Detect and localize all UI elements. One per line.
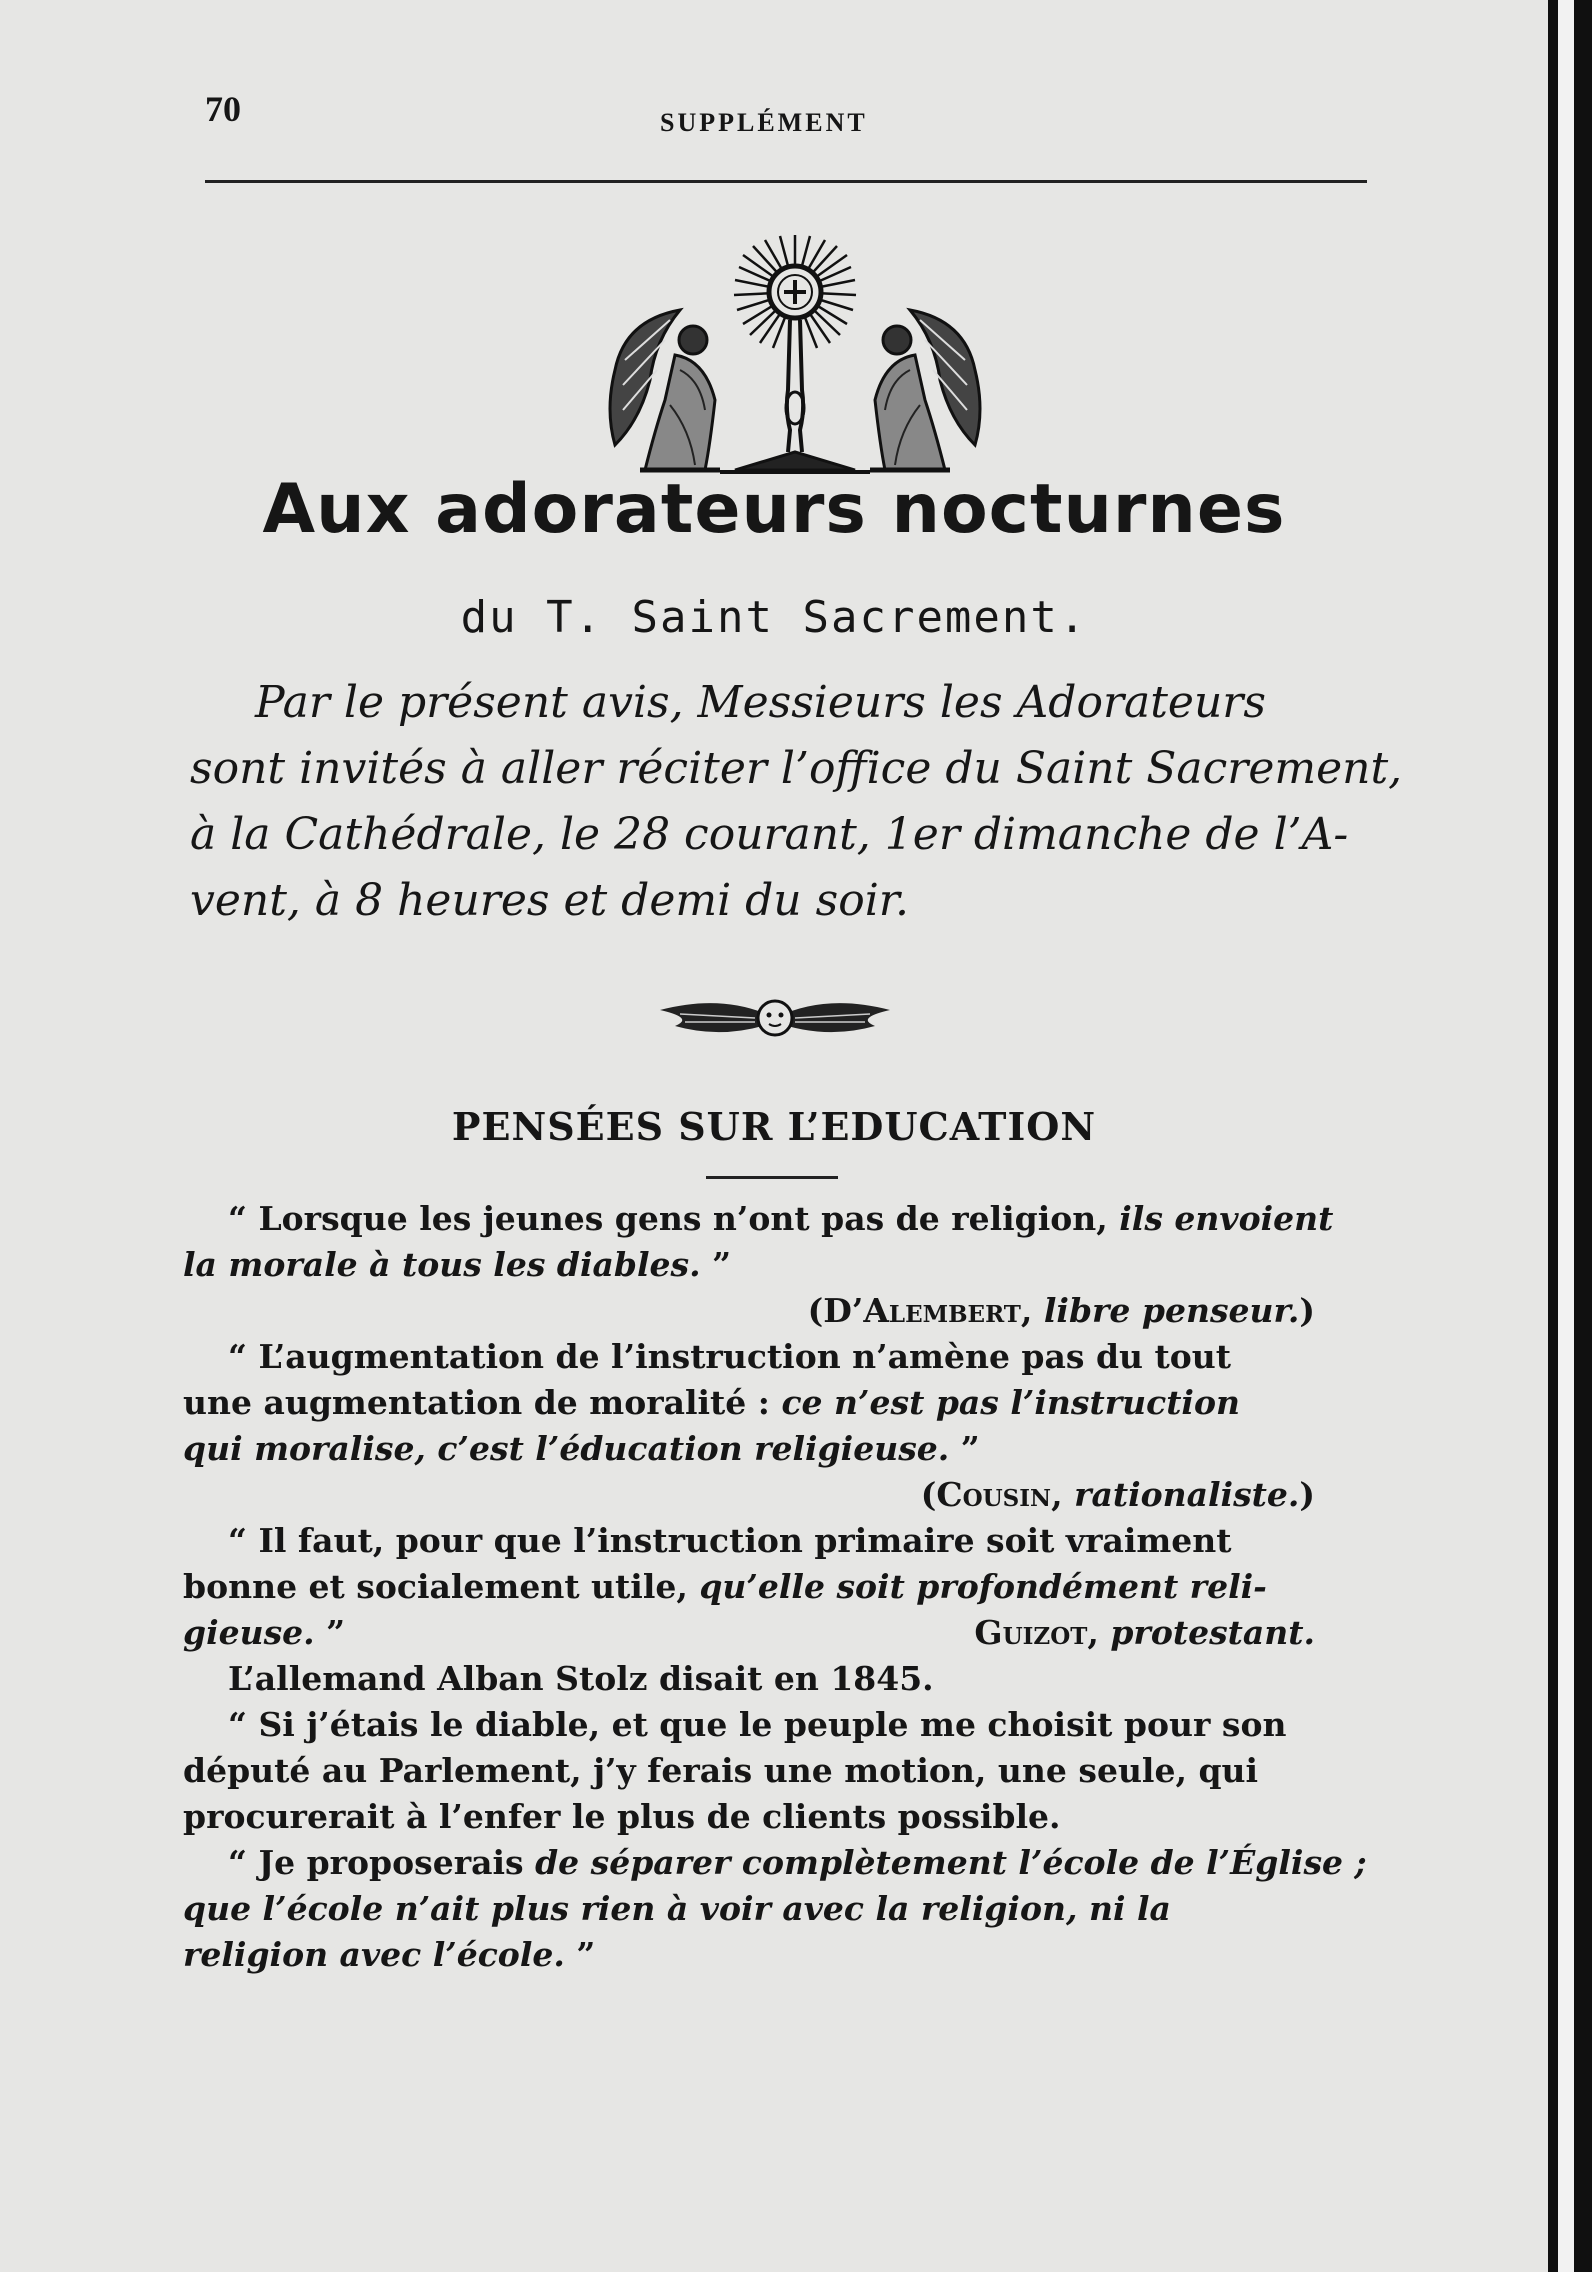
notice-subtitle: du T. Saint Sacrement. (460, 592, 1088, 643)
notice-title: Aux adorateurs nocturnes (262, 470, 1286, 549)
notice-line: à la Cathédrale, le 28 courant, 1er dimanche de l’A- (190, 809, 1349, 860)
intro-line: L’allemand Alban Stolz disait en 1845. (228, 1659, 934, 1698)
quote-line: bonne et socialement utile, qu’elle soit profondément reli- (183, 1567, 1267, 1606)
quote-line: “ Il faut, pour que l’instruction primaire soit vraiment (228, 1521, 1232, 1560)
section-title: PENSÉES SUR L’EDUCATION (451, 1104, 1097, 1149)
quote-line: “ L’augmentation de l’instruction n’amène pas du tout (228, 1337, 1232, 1376)
header-rule (205, 180, 1367, 183)
quote-line: “ Si j’étais le diable, et que le peuple me choisit pour son (228, 1705, 1287, 1744)
notice-line: Par le présent avis, Messieurs les Adorateurs (255, 677, 1266, 728)
monstrance-angels-illustration (585, 230, 1005, 500)
quotations (183, 1196, 1367, 1978)
attribution: (Cousin, rationaliste.) (920, 1475, 1315, 1514)
running-head: SUPPLÉMENT (660, 108, 868, 137)
page-number: 70 (205, 89, 241, 129)
quote-line: une augmentation de moralité : ce n’est pas l’instruction (183, 1383, 1240, 1422)
quote-line: député au Parlement, j’y ferais une motion, une seule, qui (183, 1751, 1259, 1790)
quote-line: qui moralise, c’est l’éducation religieuse. ” (183, 1429, 980, 1468)
quote-line: gieuse. ” Guizot, protestant. (183, 1610, 1355, 1656)
quote-line: la morale à tous les diables. ” (183, 1245, 732, 1284)
attribution: (D’Alembert, libre penseur.) (807, 1291, 1315, 1330)
scan-edge (1548, 0, 1592, 2272)
section-rule (706, 1176, 838, 1179)
notice-body (190, 670, 1403, 934)
quote-line: “ Lorsque les jeunes gens n’ont pas de religion, ils envoient (228, 1199, 1334, 1238)
right-angel (870, 310, 980, 470)
quote-line: que l’école n’ait plus rien à voir avec la religion, ni la (183, 1889, 1171, 1928)
quote-line: procurerait à l’enfer le plus de clients possible. (183, 1797, 1061, 1836)
notice-line: sont invités à aller réciter l’office du Saint Sacrement, (190, 743, 1403, 794)
attribution: Guizot, protestant. (974, 1613, 1315, 1652)
left-angel (610, 310, 720, 470)
quote-line: “ Je proposerais de séparer complètement l’école de l’Église ; (228, 1843, 1367, 1882)
quote-line: religion avec l’école. ” (183, 1935, 596, 1974)
winged-cherub-ornament (655, 988, 895, 1048)
notice-line: vent, à 8 heures et demi du soir. (190, 875, 909, 926)
